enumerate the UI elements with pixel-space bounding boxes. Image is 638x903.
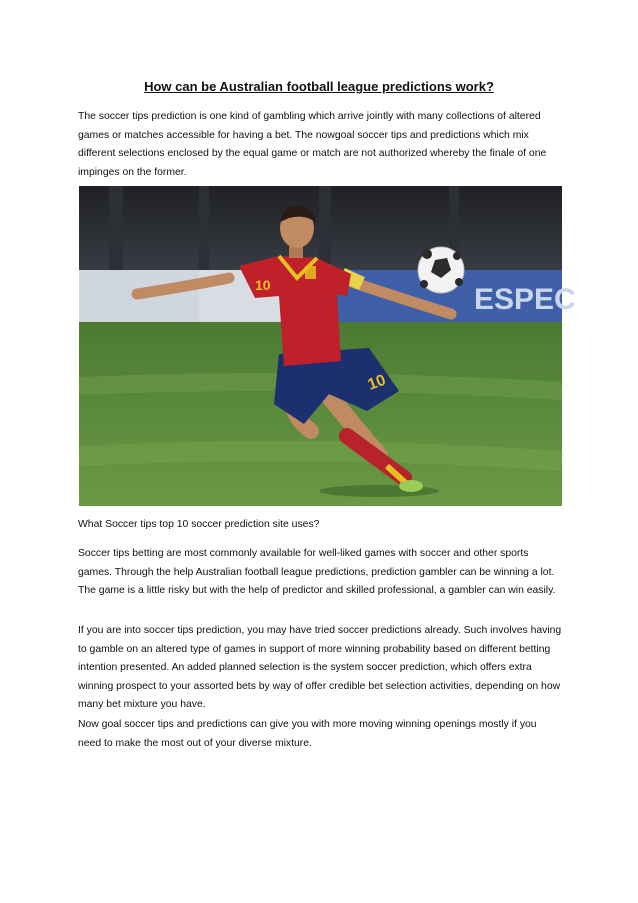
section-heading: What Soccer tips top 10 soccer prediction site uses? xyxy=(78,519,320,530)
jersey-number: 10 xyxy=(255,277,271,293)
intro-paragraph: The soccer tips prediction is one kind of gambling which arrive jointly with many collections of altered games or matches accessible for having a bet. The nowgoal soccer tips and predictions which mix different selections enclosed by the equal game or match are not authorized whereby the finale of one impinges on the former. xyxy=(78,111,547,178)
banner-text: ESPEC xyxy=(474,283,576,316)
document-title: How can be Australian football league predictions work? xyxy=(144,79,494,94)
closing-paragraph: Now goal soccer tips and predictions can give you with more moving winning openings mostly if you need to make the most out of your diverse mixture. xyxy=(78,719,537,749)
body-paragraph: Soccer tips betting are most commonly available for well-liked games with soccer and other sports games. Through the help Australian football league predictions, prediction gambler can be winning a lot. The game is a little risky but with the help of predictor and skilled professional, a gambler can win easily. xyxy=(78,548,556,597)
body-paragraph: If you are into soccer tips prediction, you may have tried soccer predictions already. Such involves having to gamble on an altered type of games in support of more winning probability based on different betting intention presented. An added planned selection is the system soccer prediction, which offers extra winning prospect to your assorted bets by way of offer credible bet selection activities, depending on how many bet mixture you have. xyxy=(78,625,562,711)
svg-text:10: 10 xyxy=(365,371,389,394)
soccer-player-photo xyxy=(79,186,576,506)
soccer-ball-icon xyxy=(418,247,464,293)
